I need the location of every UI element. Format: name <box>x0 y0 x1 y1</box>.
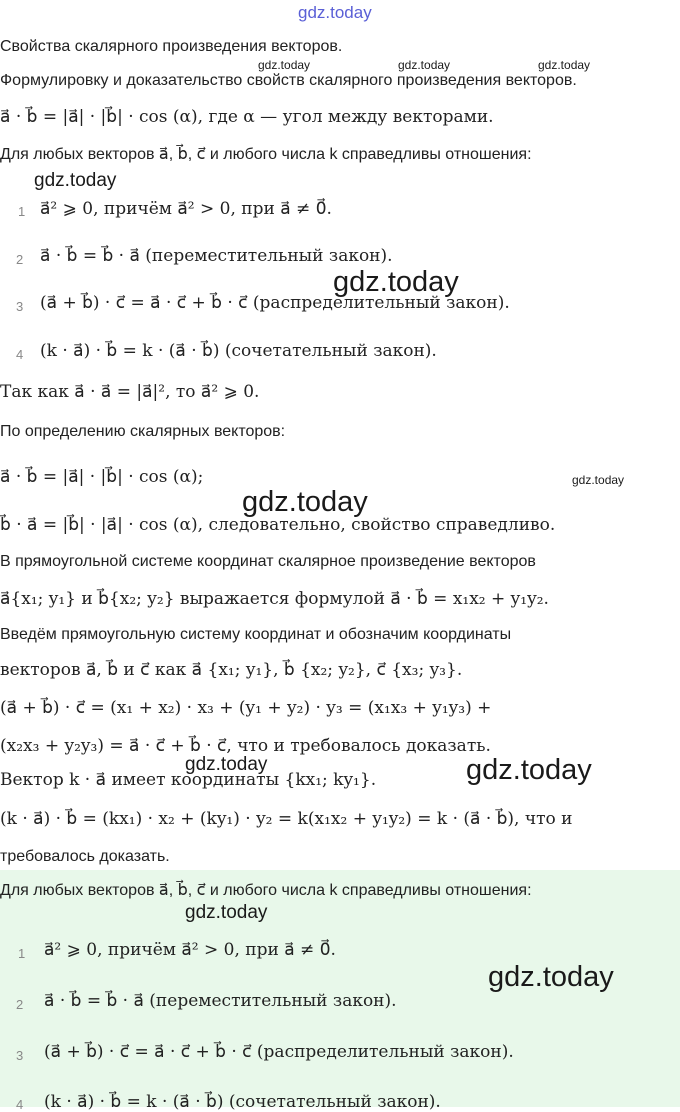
watermark-top: gdz.today <box>298 3 372 22</box>
list-number: 3 <box>16 1048 24 1063</box>
definition-formula: a⃗ · b⃗ = |a⃗| · |b⃗| · cos (α), где α — угол между векторами. <box>0 107 494 127</box>
property-1: a⃗² ⩾ 0, причём a⃗² > 0, при a⃗ ≠ 0⃗. <box>40 199 332 219</box>
green-property-2: a⃗ · b⃗ = b⃗ · a⃗ (переместительный закон). <box>44 991 397 1011</box>
heading: Свойства скалярного произведения векторов. <box>0 38 343 55</box>
green-property-4: (k · a⃗) · b⃗ = k · (a⃗ · b⃗) (сочетательный закон). <box>44 1092 441 1112</box>
properties-intro-repeat: Для любых векторов a⃗, b⃗, c⃗ и любого числа k справедливы отношения: <box>0 882 532 899</box>
by-definition: По определению скалярных векторов: <box>0 423 286 440</box>
watermark-medium: gdz.today <box>185 754 268 775</box>
list-number: 1 <box>18 204 26 219</box>
list-number: 2 <box>16 997 24 1012</box>
since-line: Так как a⃗ · a⃗ = |a⃗|², то a⃗² ⩾ 0. <box>0 382 260 402</box>
introduce-coordinates: Введём прямоугольную систему координат и обозначим координаты <box>0 626 512 643</box>
proof-line-2: (x₂x₃ + y₂y₃) = a⃗ · c⃗ + b⃗ · c⃗, что и требовалось доказать. <box>0 736 491 756</box>
subheading: Формулировку и доказательство свойств скалярного произведения векторов. <box>0 72 577 89</box>
list-number: 4 <box>16 1097 24 1112</box>
coordinates-line-2: a⃗{x₁; y₁} и b⃗{x₂; y₂} выражается формулой a⃗ · b⃗ = x₁x₂ + y₁y₂. <box>0 589 549 609</box>
watermark-small: gdz.today <box>398 58 451 72</box>
watermark-large: gdz.today <box>242 486 368 518</box>
proof-line-3: (k · a⃗) · b⃗ = (kx₁) · x₂ + (ky₁) · y₂ = k(x₁x₂ + y₁y₂) = k · (a⃗ · b⃗), что и <box>0 809 573 829</box>
list-number: 1 <box>18 946 26 961</box>
property-2: a⃗ · b⃗ = b⃗ · a⃗ (переместительный закон). <box>40 246 393 266</box>
property-4: (k · a⃗) · b⃗ = k · (a⃗ · b⃗) (сочетательный закон). <box>40 341 437 361</box>
watermark-small: gdz.today <box>572 473 625 487</box>
green-property-3: (a⃗ + b⃗) · c⃗ = a⃗ · c⃗ + b⃗ · c⃗ (распределительный закон). <box>44 1042 514 1062</box>
properties-intro: Для любых векторов a⃗, b⃗, c⃗ и любого числа k справедливы отношения: <box>0 146 532 163</box>
property-3: (a⃗ + b⃗) · c⃗ = a⃗ · c⃗ + b⃗ · c⃗ (распределительный закон). <box>40 293 510 313</box>
green-property-1: a⃗² ⩾ 0, причём a⃗² > 0, при a⃗ ≠ 0⃗. <box>44 940 336 960</box>
proof-end: требовалось доказать. <box>0 848 170 865</box>
equation-2: b⃗ · a⃗ = |b⃗| · |a⃗| · cos (α), следовательно, свойство справедливо. <box>0 515 556 535</box>
watermark-small: gdz.today <box>538 58 591 72</box>
vectors-coordinates: векторов a⃗, b⃗ и c⃗ как a⃗ {x₁; y₁}, b⃗ {x₂; y₂}, c⃗ {x₃; y₃}. <box>0 660 463 680</box>
list-number: 2 <box>16 252 24 267</box>
watermark-large: gdz.today <box>466 754 592 786</box>
proof-line-1: (a⃗ + b⃗) · c⃗ = (x₁ + x₂) · x₃ + (y₁ + y₂) · y₃ = (x₁x₃ + y₁y₃) + <box>0 698 492 718</box>
list-number: 3 <box>16 299 24 314</box>
watermark-large: gdz.today <box>333 266 459 298</box>
watermark-large: gdz.today <box>488 961 614 993</box>
coordinates-line-1: В прямоугольной системе координат скалярное произведение векторов <box>0 553 536 570</box>
vector-k-a: Вектор k · a⃗ имеет координаты {kx₁; ky₁}. <box>0 770 377 790</box>
equation-1: a⃗ · b⃗ = |a⃗| · |b⃗| · cos (α); <box>0 467 204 487</box>
list-number: 4 <box>16 347 24 362</box>
watermark-medium: gdz.today <box>34 170 117 191</box>
watermark-medium: gdz.today <box>185 902 268 923</box>
watermark-small: gdz.today <box>258 58 311 72</box>
